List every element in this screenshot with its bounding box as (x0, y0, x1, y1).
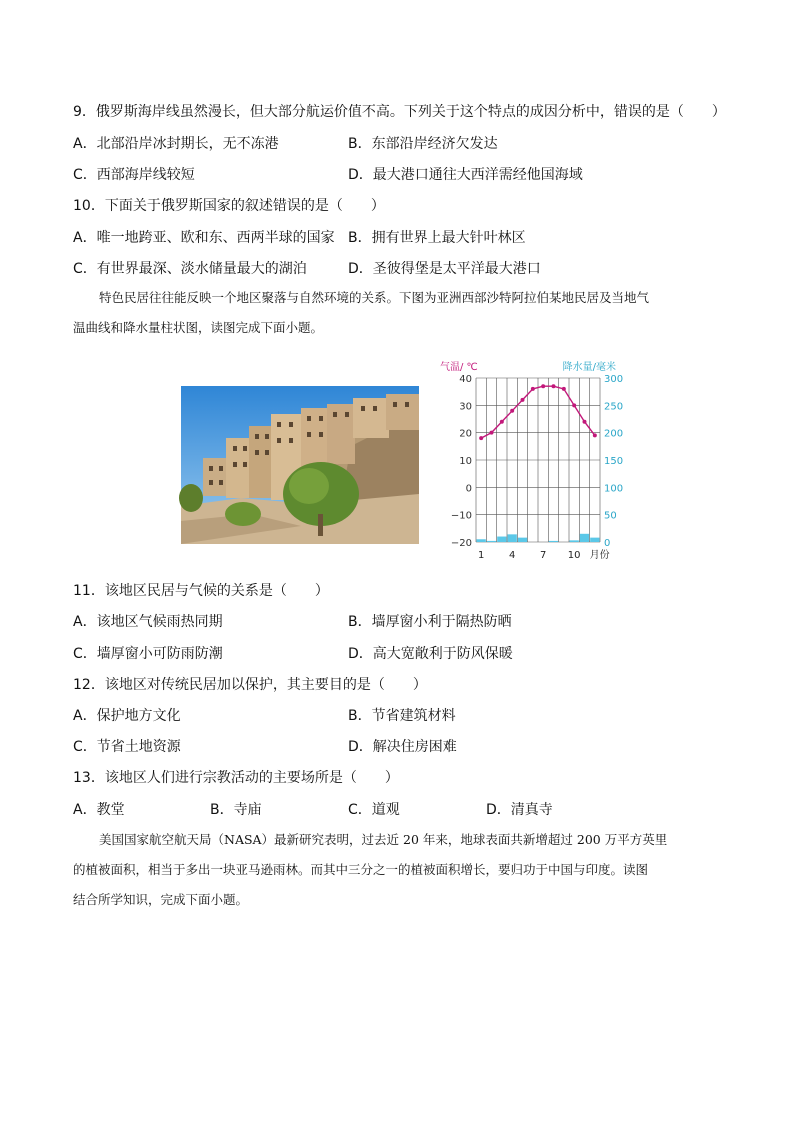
temperature-point (552, 384, 556, 388)
y-left-tick-label: 0 (465, 483, 472, 495)
x-tick-label: 1 (477, 550, 485, 561)
precipitation-bar (487, 541, 496, 542)
q13-option-d: D．清真寺 (486, 802, 553, 818)
passage-1-line-1: 特色民居往往能反映一个地区聚落与自然环境的关系。下图为亚洲西部沙特阿拉伯某地民居及当地气 (99, 290, 650, 305)
precipitation-bar (580, 534, 589, 542)
q10-option-c: C．有世界最深、淡水储量最大的湖泊 (73, 261, 307, 277)
traditional-dwelling-photo (181, 386, 419, 544)
q13-option-c: C．道观 (348, 802, 400, 818)
x-tick-label: 7 (539, 550, 547, 561)
temperature-point (490, 431, 494, 435)
precipitation-bar (497, 537, 506, 542)
temperature-point (510, 409, 514, 413)
q12-stem: 12．该地区对传统民居加以保护，其主要目的是（ ） (73, 677, 427, 693)
q10-option-d: D．圣彼得堡是太平洋最大港口 (348, 261, 541, 277)
precipitation-bar (570, 540, 579, 542)
passage-2-line-3: 结合所学知识，完成下面小题。 (73, 892, 249, 907)
temperature-point (562, 387, 566, 391)
y-left-tick-label: −10 (450, 510, 472, 522)
y-right-tick-label: 100 (604, 483, 624, 495)
q9-stem: 9．俄罗斯海岸线虽然漫长，但大部分航运价值不高。下列关于这个特点的成因分析中，错误的是（ ） (73, 104, 726, 120)
y-left-tick-label: −20 (450, 538, 472, 549)
q12-option-a: A．保护地方文化 (73, 708, 181, 724)
temperature-point (531, 387, 535, 391)
precipitation-bar (518, 538, 527, 542)
q10-option-a: A．唯一地跨亚、欧和东、西两半球的国家 (73, 230, 335, 246)
y-right-tick-label: 0 (604, 538, 611, 549)
temperature-point (572, 403, 576, 407)
x-tick-label: 4 (508, 550, 516, 561)
precipitation-bar (477, 539, 486, 542)
x-tick-label: 10 (567, 550, 581, 561)
q13-option-a: A．教堂 (73, 802, 125, 818)
y-left-tick-label: 10 (459, 456, 472, 467)
temperature-point (593, 433, 597, 437)
y-right-tick-label: 150 (604, 456, 624, 467)
x-axis-title: 月份 (589, 550, 610, 561)
y-right-axis-title: 降水量/毫米 (562, 362, 616, 373)
q13-option-b: B．寺庙 (210, 802, 262, 818)
q9-option-c: C．西部海岸线较短 (73, 167, 195, 183)
q11-option-d: D．高大宽敞利于防风保暖 (348, 646, 513, 662)
temperature-point (521, 398, 525, 402)
passage-2-line-2: 的植被面积，相当于多出一块亚马逊雨林。而其中三分之一的植被面积增长，要归功于中国与印度。读图 (73, 862, 649, 877)
y-left-tick-label: 30 (459, 401, 472, 413)
passage-1 (73, 283, 723, 343)
q9-option-a: A．北部沿岸冰封期长，无不冻港 (73, 136, 279, 152)
y-right-tick-label: 200 (604, 428, 624, 440)
precipitation-bar (590, 538, 599, 542)
y-right-tick-label: 250 (604, 401, 624, 413)
y-left-tick-label: 20 (459, 428, 472, 440)
temperature-point (541, 384, 545, 388)
passage-2-line-1: 美国国家航空航天局（NASA）最新研究表明，过去近 20 年来，地球表面共新增超过 200 万平方英里 (99, 832, 668, 847)
q10-option-b: B．拥有世界上最大针叶林区 (348, 230, 526, 246)
q9-option-b: B．东部沿岸经济欠发达 (348, 136, 498, 152)
q12-option-c: C．节省土地资源 (73, 739, 181, 755)
q10-stem: 10．下面关于俄罗斯国家的叙述错误的是（ ） (73, 198, 385, 214)
y-right-tick-label: 50 (604, 510, 617, 522)
q12-option-b: B．节省建筑材料 (348, 708, 456, 724)
temperature-point (583, 420, 587, 424)
y-right-tick-label: 300 (604, 374, 624, 385)
precipitation-bar (549, 541, 558, 542)
q13-stem: 13．该地区人们进行宗教活动的主要场所是（ ） (73, 770, 399, 786)
q11-option-c: C．墙厚窗小可防雨防潮 (73, 646, 223, 662)
temperature-point (479, 436, 483, 440)
y-left-tick-label: 40 (459, 374, 472, 385)
climate-chart (438, 358, 624, 563)
y-left-axis-title: 气温/ ℃ (440, 362, 478, 373)
passage-2 (73, 825, 723, 915)
precipitation-bar (508, 534, 517, 542)
q11-option-a: A．该地区气候雨热同期 (73, 614, 223, 630)
temperature-point (500, 420, 504, 424)
q9-option-d: D．最大港口通往大西洋需经他国海域 (348, 167, 583, 183)
q11-option-b: B．墙厚窗小利于隔热防晒 (348, 614, 512, 630)
q12-option-d: D．解决住房困难 (348, 739, 457, 755)
passage-1-line-2: 温曲线和降水量柱状图，读图完成下面小题。 (73, 320, 324, 335)
q11-stem: 11．该地区民居与气候的关系是（ ） (73, 583, 329, 599)
